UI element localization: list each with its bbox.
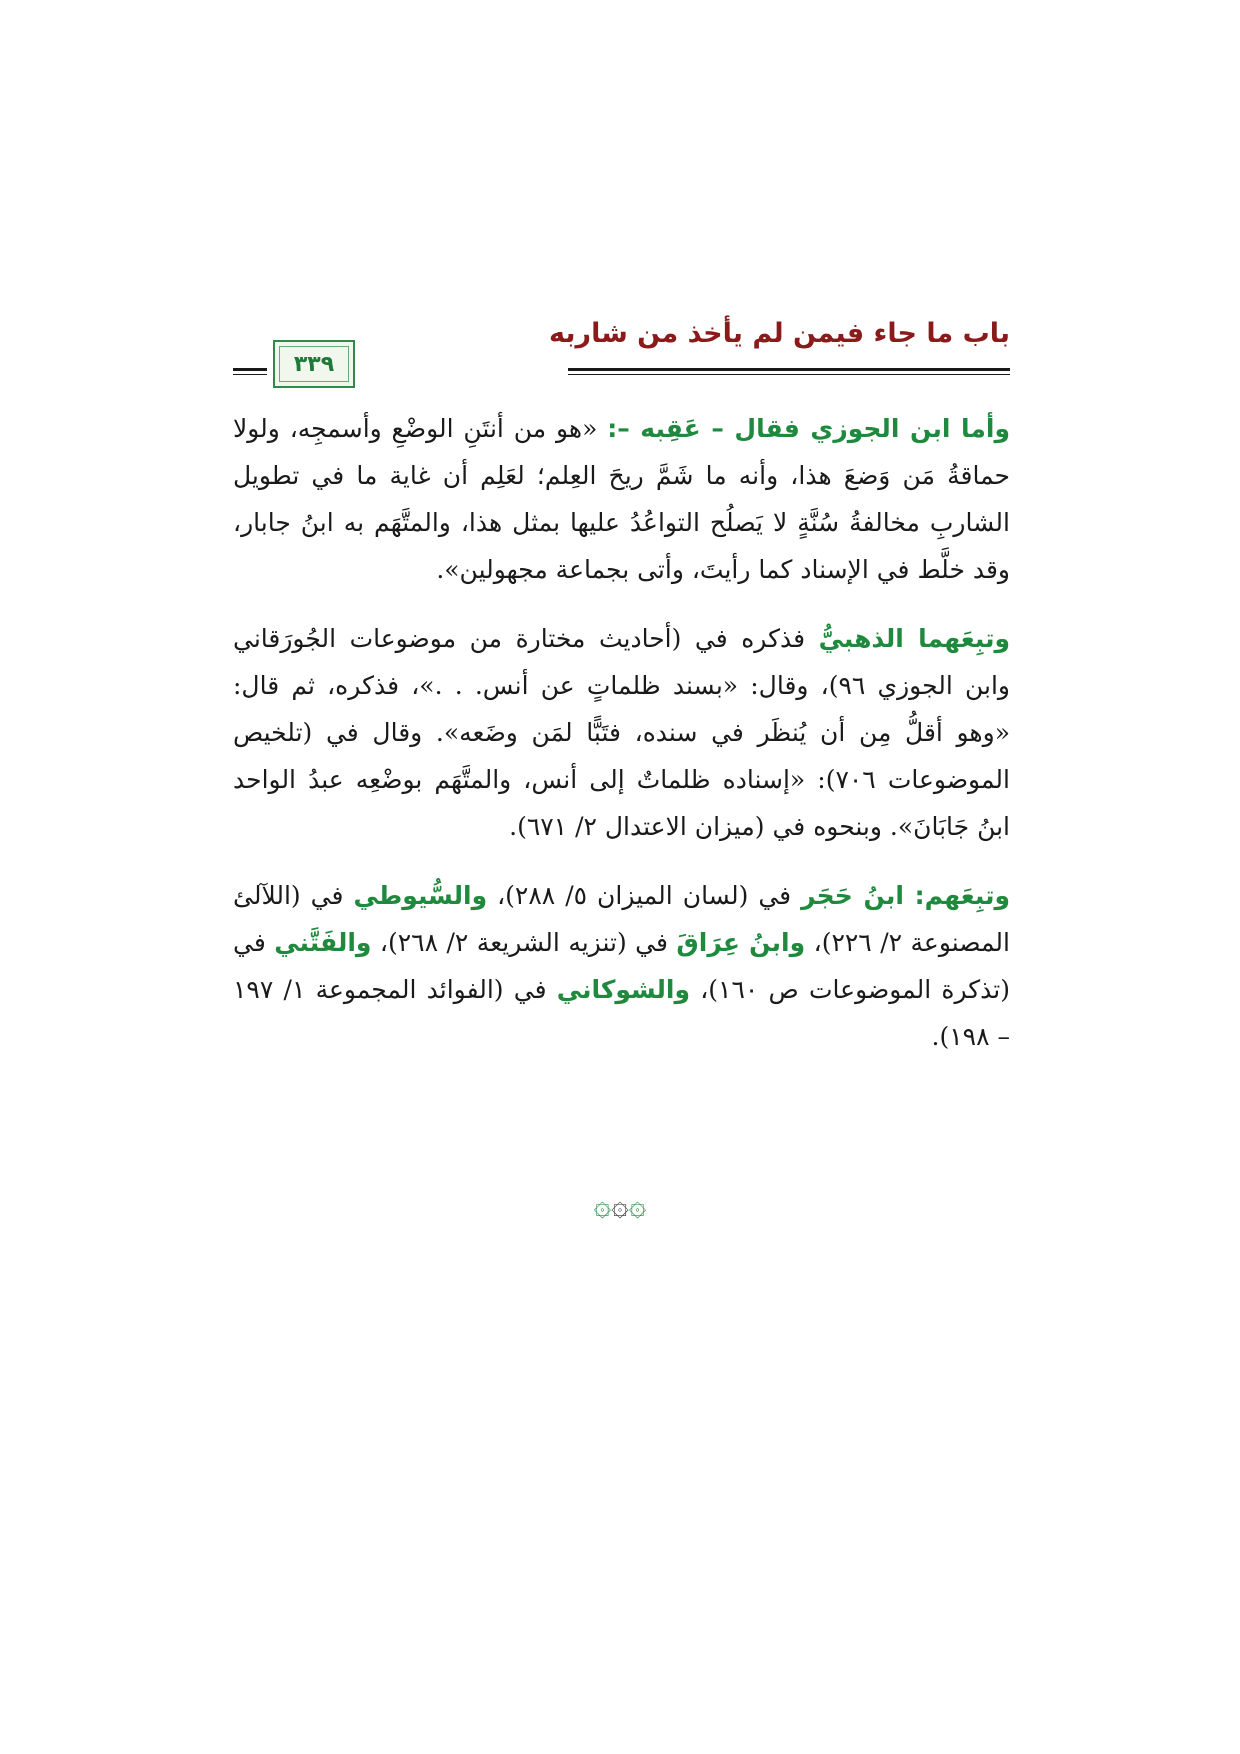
- main-text: [233, 405, 1010, 1082]
- paragraph-3-text-b: في (اللآلئ المصنوعة ٢/ ٢٢٦)،: [233, 881, 1010, 957]
- page-number-badge: [273, 340, 355, 388]
- header-rule-thin: [568, 374, 1010, 375]
- paragraph-1: [233, 405, 1010, 593]
- paragraph-3-text-c: في (تنزيه الشريعة ٢/ ٢٦٨)،: [371, 928, 677, 957]
- star-ornament-icon: ۞: [628, 1188, 647, 1223]
- star-ornament-icon: ۞: [611, 1188, 629, 1223]
- paragraph-3-text-d: في (تذكرة الموضوعات ص ١٦٠)،: [233, 928, 1010, 1004]
- author-name-ibn-al-jawzi: وأما ابن الجوزي فقال – عَقِبه –:: [607, 414, 1010, 443]
- header-rule-thick: [568, 368, 1010, 371]
- author-name-adh-dhahabi: وتبِعَهما الذهبيُّ: [818, 624, 1010, 653]
- paragraph-1-text: «هو من أنتَنِ الوضْعِ وأسمجِه، ولولا حماقةُ مَن وَضعَ هذا، وأنه ما شَمَّ ريحَ العِلم؛ لعَلِم أن غاية ما في تطويل الشاربِ مخالفةُ سُنَّةٍ لا يَصلُح التواعُدُ عليها بمثل هذا، والمتَّهَم به ابنُ جابار، وقد خلَّط في الإسناد كما رأيتَ، وأتى بجماعة مجهولين».: [233, 414, 1010, 584]
- page-number: ٣٣٩: [293, 351, 335, 377]
- author-name-ibn-iraq: وابنُ عِرَاقَ: [676, 928, 806, 957]
- author-name-as-suyuti: والسُّيوطي: [353, 881, 488, 910]
- paragraph-2-text: فذكره في (أحاديث مختارة من موضوعات الجُورَقاني وابن الجوزي ٩٦)، وقال: «بسند ظلماتٍ عن أنس. . .»، فذكره، ثم قال: «وهو أقلُّ مِن أن يُنظَر في سنده، فتَبًّا لمَن وضَعه». وقال في (تلخيص الموضوعات ٧٠٦): «إسناده ظلماتٌ إلى أنس، والمتَّهَم بوضْعِه عبدُ الواحد ابنُ جَابَانَ». وبنحوه في (ميزان الاعتدال ٢/ ٦٧١).: [233, 624, 1010, 841]
- paragraph-2: [233, 615, 1010, 850]
- author-name-ash-shawkani: والشوكاني: [556, 975, 690, 1004]
- section-end-ornament: [0, 1188, 1240, 1223]
- author-name-ibn-hajar: وتبِعَهم: ابنُ حَجَر: [801, 881, 1010, 910]
- header-rule-left-thin: [233, 374, 267, 375]
- paragraph-3-text-a: في (لسان الميزان ٥/ ٢٨٨)،: [487, 881, 802, 910]
- paragraph-3: [233, 872, 1010, 1060]
- star-ornament-icon: ۞: [593, 1188, 612, 1223]
- author-name-al-fattani: والفَتَّني: [274, 928, 372, 957]
- running-title: باب ما جاء فيمن لم يأخذ من شاربه: [549, 318, 1010, 349]
- header-rule-left-thick: [233, 368, 267, 371]
- page-header: [233, 312, 1010, 392]
- paragraph-3-text-e: في (الفوائد المجموعة ١/ ١٩٧ – ١٩٨).: [233, 975, 1010, 1051]
